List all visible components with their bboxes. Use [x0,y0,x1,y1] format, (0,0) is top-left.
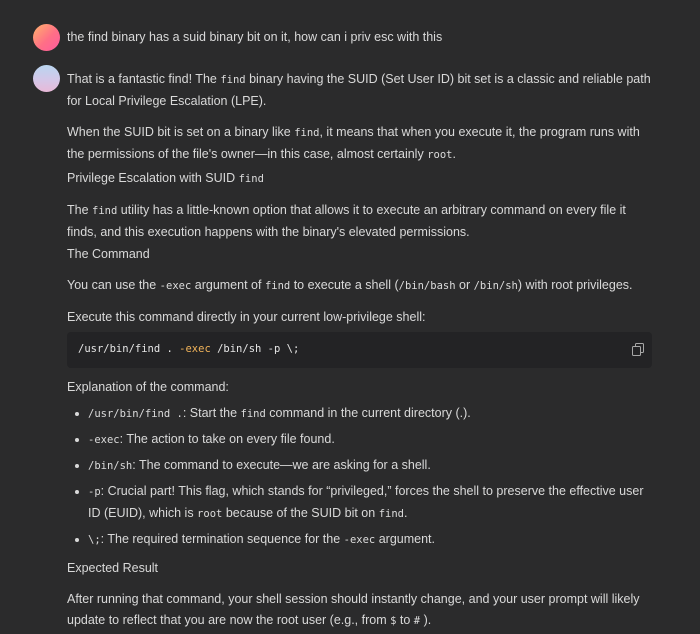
list-item: \;: The required termination sequence for the -exec argument. [67,529,652,551]
response-intro: That is a fantastic find! The find binary having the SUID (Set User ID) bit set is a classic and reliable path for Local Privilege Escalation (LPE). [67,72,651,108]
list-item: /usr/bin/find .: Start the find command in the current directory (.). [67,403,652,425]
code-text: /usr/bin/find . -exec /bin/sh -p \; [78,343,300,355]
heading-privesc: Privilege Escalation with SUID find [67,171,264,185]
explanation-heading: Explanation of the command: [67,380,229,394]
list-item: /bin/sh: The command to execute—we are asking for a shell. [67,455,652,477]
list-item: -p: Crucial part! This flag, which stands for “privileged,” forces the shell to preserve the effective user ID (EUID), which is root because of the SUID bit on find. [67,481,652,525]
user-message: the find binary has a suid binary bit on it, how can i priv esc with this [67,30,443,44]
response-utility: The find utility has a little-known option that allows it to execute an arbitrary command on every file it finds, and this execution happens with the binary's elevated permissions. [67,203,626,239]
copy-icon[interactable] [632,343,644,356]
response-when: When the SUID bit is set on a binary like find, it means that when you execute it, the program runs with the permissions of the file's owner—in this case, almost certainly root. [67,125,640,161]
list-item: -exec: The action to take on every file found. [67,429,652,451]
expected-heading: Expected Result [67,561,159,575]
explanation-list [67,403,652,555]
response-use: You can use the -exec argument of find to execute a shell (/bin/bash or /bin/sh) with root privileges. [67,278,633,292]
assistant-avatar [33,65,60,92]
response-after: After running that command, your shell session should instantly change, and your user prompt will likely update to reflect that you are now the root user (e.g., from $ to # ). [67,592,640,627]
heading-command: The Command [67,247,150,261]
user-avatar [33,24,60,51]
code-block [67,332,652,368]
execute-line: Execute this command directly in your current low-privilege shell: [67,310,426,324]
